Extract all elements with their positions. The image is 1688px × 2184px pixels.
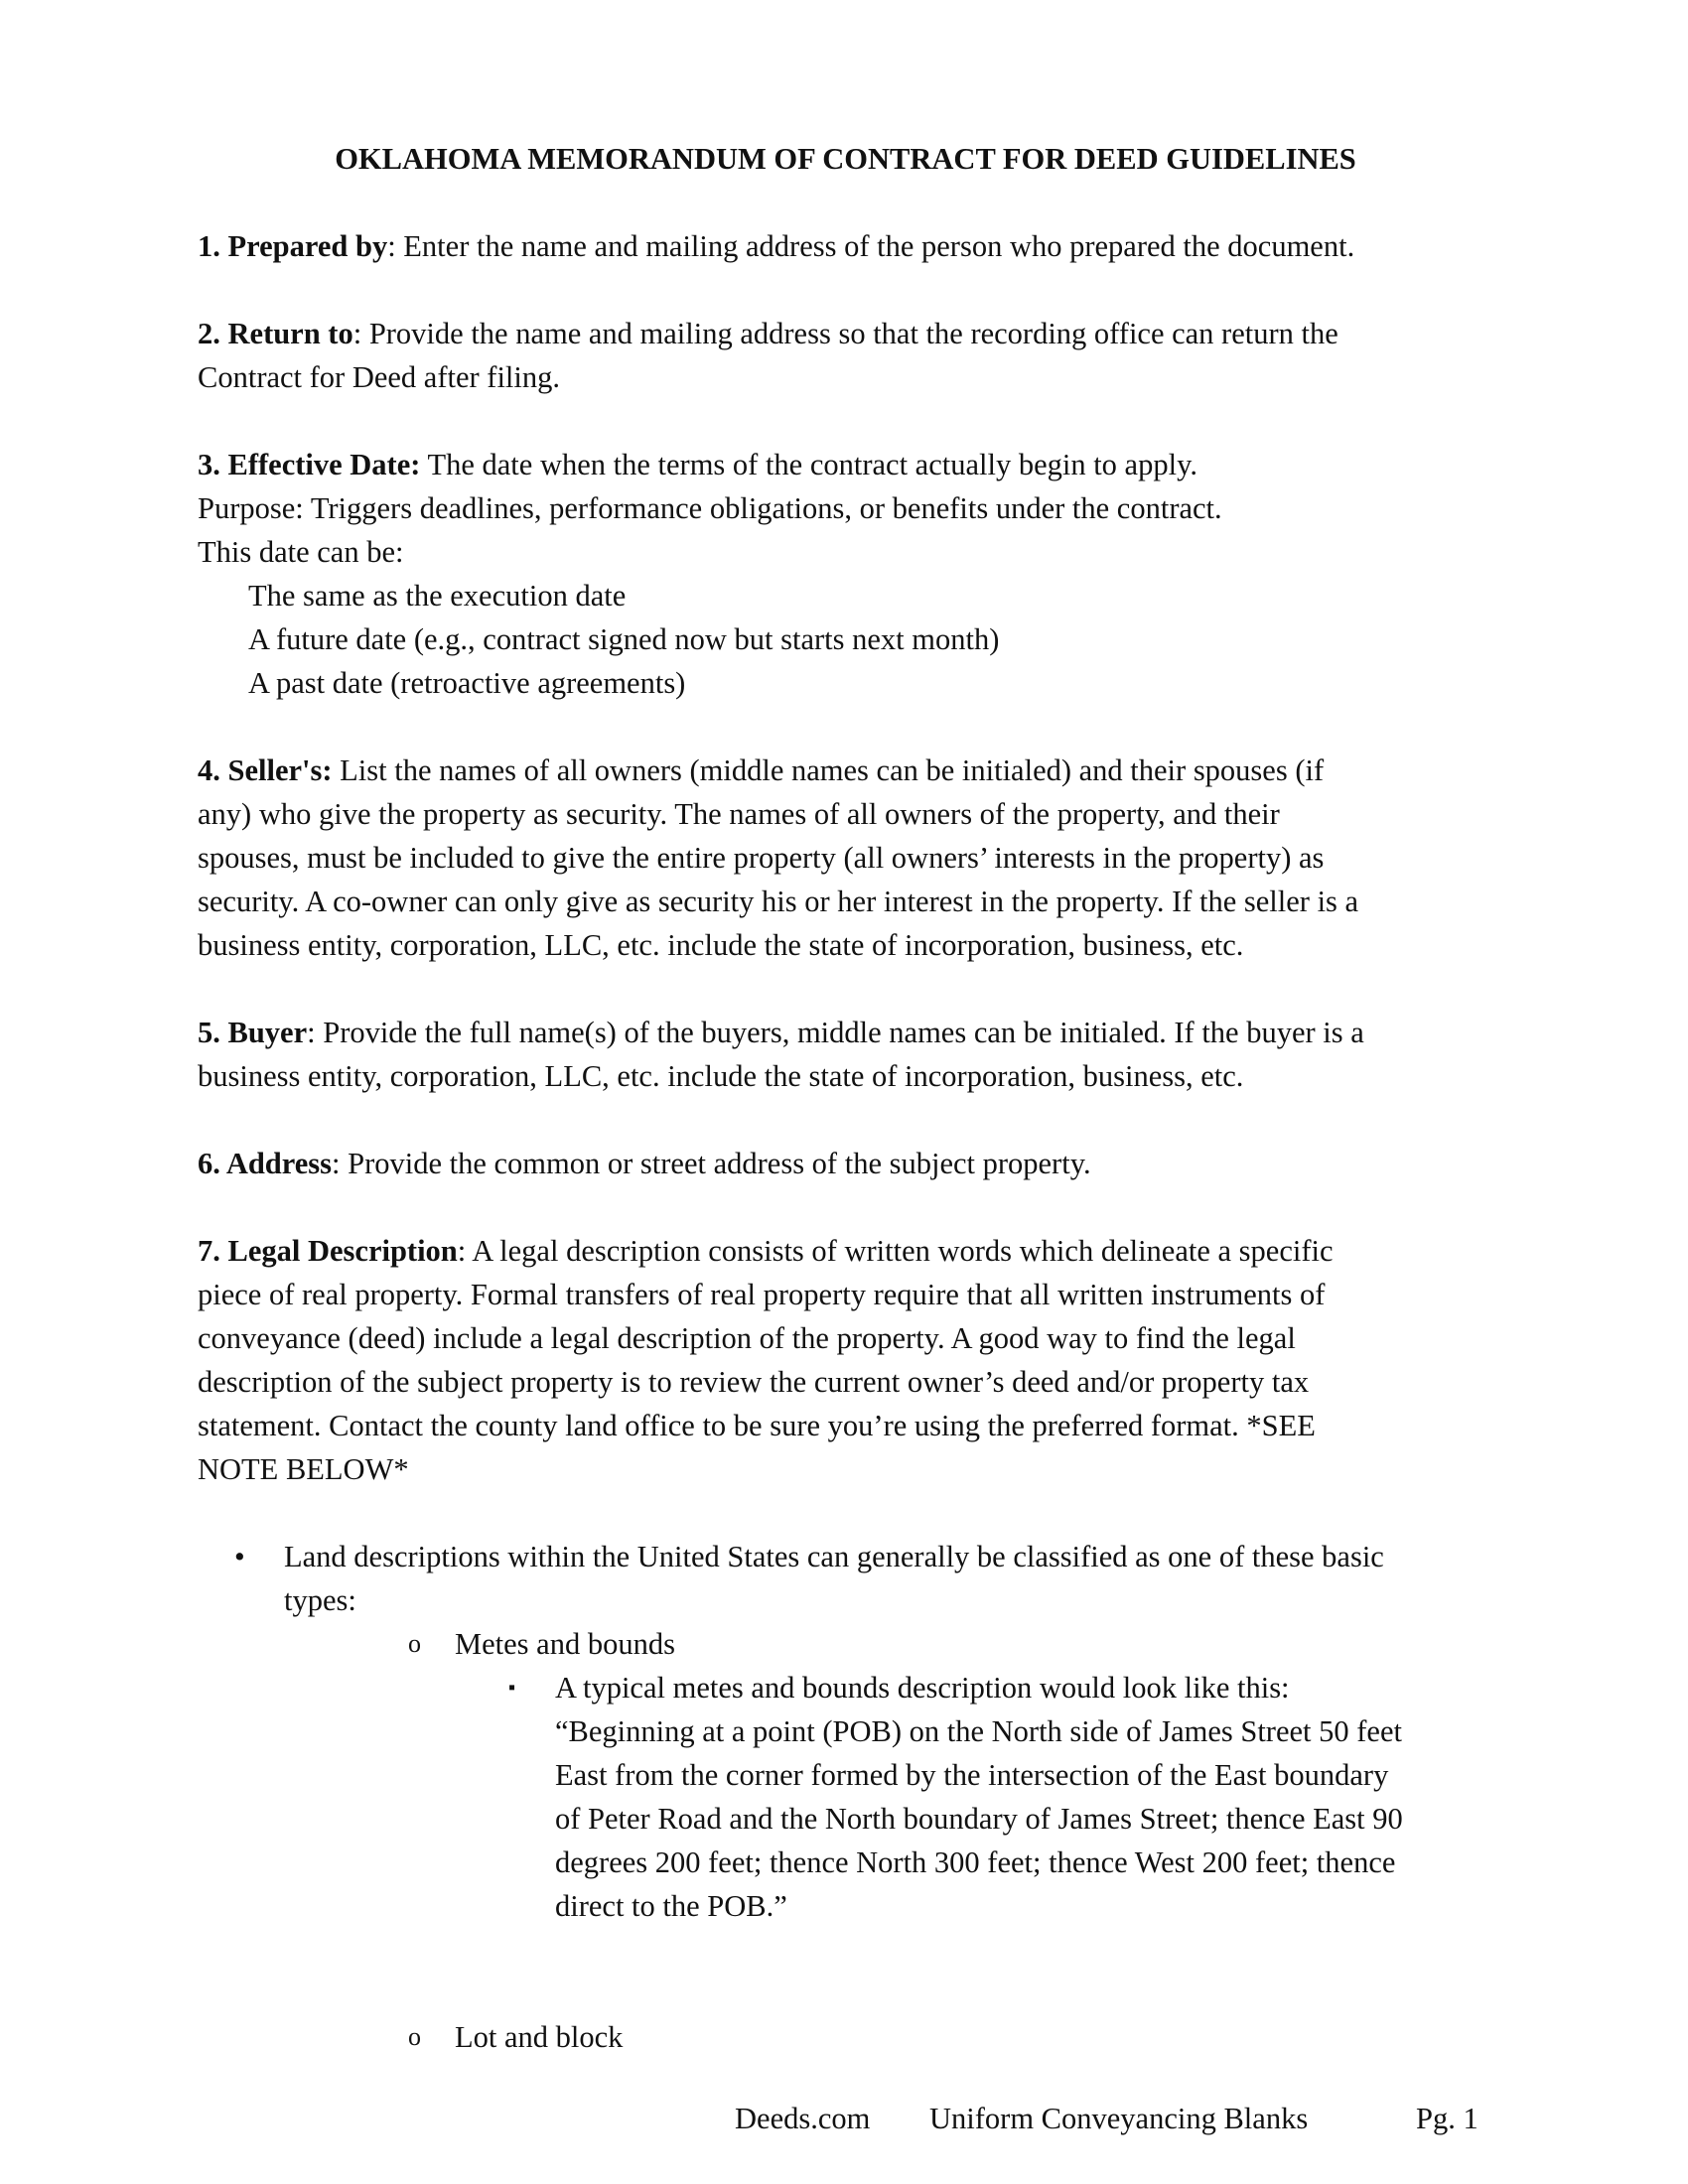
section-text: This date can be: xyxy=(198,535,404,569)
section-text: : Enter the name and mailing address of the person who prepared the document. xyxy=(387,229,1355,263)
footer-site: Deeds.com xyxy=(735,2102,871,2135)
sub-bullet-marker: o xyxy=(408,2022,421,2051)
section-heading: 1. Prepared by xyxy=(198,229,388,263)
example-text: of Peter Road and the North boundary of James Street; thence East 90 xyxy=(555,1802,1403,1836)
document-body xyxy=(198,137,1493,2059)
sub-bullet-marker: o xyxy=(408,1629,421,1658)
date-option: A past date (retroactive agreements) xyxy=(248,666,686,700)
bullet-marker: • xyxy=(234,1540,245,1573)
section-text: description of the subject property is to review the current owner’s deed and/or property tax xyxy=(198,1365,1310,1399)
section-heading: 2. Return to xyxy=(198,317,353,350)
sub-bullet-lot-and-block xyxy=(198,2015,1493,2059)
section-heading: 7. Legal Description xyxy=(198,1234,458,1268)
spacer xyxy=(198,1928,1493,2015)
section-heading: 6. Address xyxy=(198,1147,333,1180)
section-text: spouses, must be included to give the entire property (all owners’ interests in the property) as xyxy=(198,841,1325,875)
footer-page-number: Pg. 1 xyxy=(1416,2102,1478,2135)
section-text: statement. Contact the county land office to be sure you’re using the preferred format. *SEE xyxy=(198,1409,1316,1442)
section-buyer xyxy=(198,1011,1493,1098)
section-heading: 3. Effective Date: xyxy=(198,448,421,481)
section-text: Contract for Deed after filing. xyxy=(198,360,561,394)
bullet-land-descriptions xyxy=(198,1535,1493,1622)
section-sellers xyxy=(198,749,1493,967)
example-text: A typical metes and bounds description would look like this: xyxy=(555,1671,1290,1705)
example-text: degrees 200 feet; thence North 300 feet; thence West 200 feet; thence xyxy=(555,1845,1396,1879)
section-text: business entity, corporation, LLC, etc. include the state of incorporation, business, etc. xyxy=(198,1059,1244,1093)
section-text: : A legal description consists of written words which delineate a specific xyxy=(457,1234,1334,1268)
section-text: business entity, corporation, LLC, etc. include the state of incorporation, business, etc. xyxy=(198,928,1244,962)
section-prepared-by xyxy=(198,224,1493,268)
section-text: : Provide the full name(s) of the buyers, middle names can be initialed. If the buyer is a xyxy=(307,1016,1364,1049)
bullet-text: Land descriptions within the United States can generally be classified as one of these basic xyxy=(284,1540,1384,1573)
section-heading: 5. Buyer xyxy=(198,1016,308,1049)
bullet-text: types: xyxy=(284,1583,356,1617)
example-text: East from the corner formed by the intersection of the East boundary xyxy=(555,1758,1389,1792)
section-text: Purpose: Triggers deadlines, performance obligations, or benefits under the contract. xyxy=(198,491,1222,525)
document-title: OKLAHOMA MEMORANDUM OF CONTRACT FOR DEED GUIDELINES xyxy=(335,142,1356,176)
date-option: A future date (e.g., contract signed now but starts next month) xyxy=(248,622,1000,656)
date-option: The same as the execution date xyxy=(248,579,627,613)
sub-sub-bullet-metes-example xyxy=(198,1666,1493,1928)
section-text: List the names of all owners (middle names can be initialed) and their spouses (if xyxy=(332,753,1325,787)
section-text: piece of real property. Formal transfers of real property require that all written instruments of xyxy=(198,1278,1326,1311)
section-text: : Provide the common or street address of the subject property. xyxy=(332,1147,1091,1180)
section-text: NOTE BELOW* xyxy=(198,1452,409,1486)
section-text: : Provide the name and mailing address so that the recording office can return the xyxy=(352,317,1338,350)
footer-series: Uniform Conveyancing Blanks xyxy=(929,2102,1309,2135)
section-legal-description xyxy=(198,1229,1493,1491)
sub-bullet-metes-and-bounds xyxy=(198,1622,1493,1666)
sub-sub-bullet-marker: ▪ xyxy=(508,1677,516,1699)
sub-bullet-text: Metes and bounds xyxy=(455,1627,675,1661)
section-address xyxy=(198,1142,1493,1185)
section-heading: 4. Seller's: xyxy=(198,753,333,787)
section-text: conveyance (deed) include a legal description of the property. A good way to find the legal xyxy=(198,1321,1296,1355)
section-return-to xyxy=(198,312,1493,399)
section-effective-date xyxy=(198,443,1493,705)
example-text: “Beginning at a point (POB) on the North side of James Street 50 feet xyxy=(555,1714,1402,1748)
section-text: The date when the terms of the contract actually begin to apply. xyxy=(420,448,1197,481)
sub-bullet-text: Lot and block xyxy=(455,2020,624,2054)
section-text: security. A co-owner can only give as security his or her interest in the property. If the seller is a xyxy=(198,885,1359,918)
example-text: direct to the POB.” xyxy=(555,1889,787,1923)
section-text: any) who give the property as security. The names of all owners of the property, and their xyxy=(198,797,1280,831)
